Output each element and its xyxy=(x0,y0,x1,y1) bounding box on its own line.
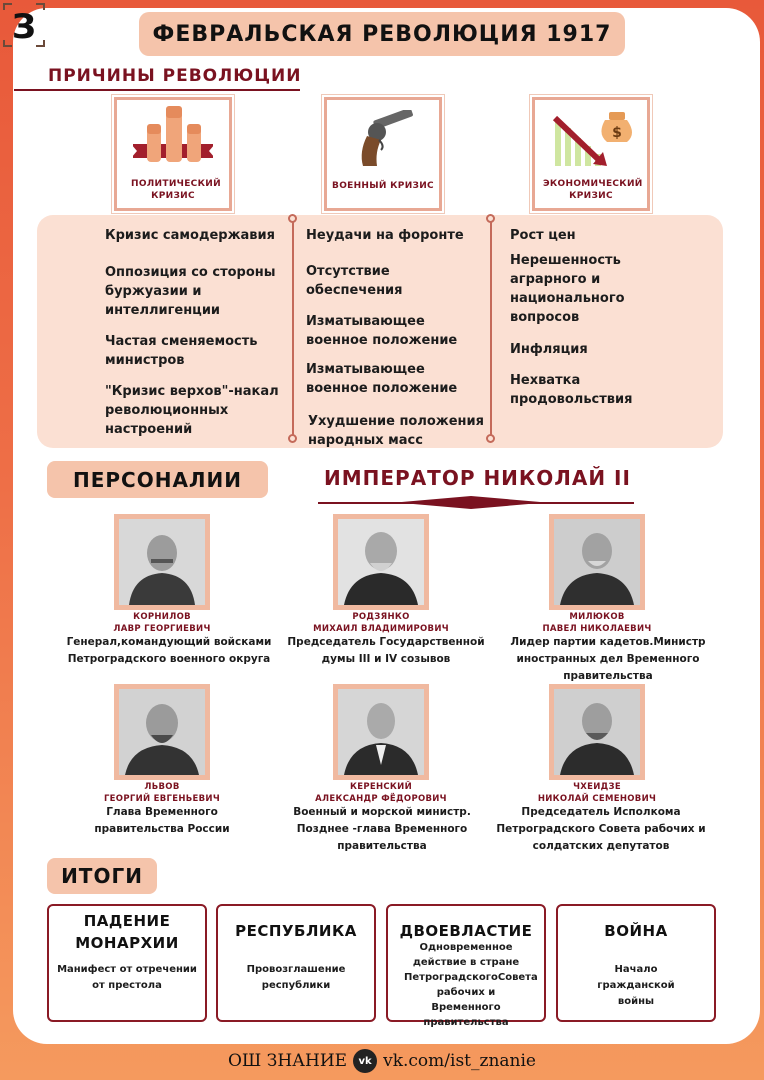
column-divider-1 xyxy=(292,220,294,438)
emperor-heading: ИМПЕРАТОР НИКОЛАЙ II xyxy=(324,466,631,490)
portrait-chkheidze xyxy=(549,684,645,780)
logo-letter: З xyxy=(11,7,37,47)
result-card-monarchy-fall xyxy=(47,904,207,1022)
crisis-card-political xyxy=(114,97,232,211)
crisis-label-military: ВОЕННЫЙ КРИЗИС xyxy=(332,181,434,191)
causes-heading: ПРИЧИНЫ РЕВОЛЮЦИИ xyxy=(48,66,302,86)
raised-fists-icon xyxy=(131,104,215,174)
result-description: Манифест от отречении от престола xyxy=(57,964,197,991)
portrait-rodzyanko xyxy=(333,514,429,610)
portrait-icon xyxy=(338,689,424,775)
portrait-icon xyxy=(119,519,205,605)
page-title: ФЕВРАЛЬСКАЯ РЕВОЛЮЦИЯ 1917 xyxy=(139,12,625,56)
footer-url[interactable]: vk.com/ist_znanie xyxy=(383,1051,536,1071)
person-description: Председатель Исполкома Петроградского Совета рабочих и солдатских депутатов xyxy=(496,806,706,852)
portrait-icon xyxy=(119,689,205,775)
person-surname: МИЛЮКОВ xyxy=(569,612,625,622)
cause-item: Нехватка продовольствия xyxy=(510,373,633,407)
portrait-icon xyxy=(554,519,640,605)
falling-chart-money-bag-icon xyxy=(553,106,633,172)
cause-item: Изматывающее военное положение xyxy=(306,362,458,396)
portrait-icon xyxy=(338,519,424,605)
cause-item: Ухудшение положения народных масс xyxy=(308,414,484,448)
cause-item: "Кризис верхов"-накал революционных настроений xyxy=(105,384,279,437)
result-description: Начало гражданской войны xyxy=(597,964,675,1007)
cause-item: Кризис самодержавия xyxy=(105,228,275,243)
revolver-icon xyxy=(355,110,417,170)
person-name: АЛЕКСАНДР ФЁДОРОВИЧ xyxy=(315,794,447,804)
cause-item: Отсутствие обеспечения xyxy=(306,264,403,298)
result-description: Провозглашение республики xyxy=(246,964,346,991)
portrait-icon xyxy=(554,689,640,775)
crisis-label-economic: ЭКОНОМИЧЕСКИЙ КРИЗИС xyxy=(543,179,643,201)
causes-column-economic xyxy=(510,226,695,421)
causes-heading-rule xyxy=(14,89,300,91)
portrait-lvov xyxy=(114,684,210,780)
person-surname: КЕРЕНСКИЙ xyxy=(349,782,413,792)
logo xyxy=(2,2,46,48)
person-name: ГЕОРГИЙ ЕВГЕНЬЕВИЧ xyxy=(103,794,221,804)
svg-text:$: $ xyxy=(612,125,622,141)
result-title: ПАДЕНИЕ МОНАРХИИ xyxy=(75,912,179,952)
person-surname: РОДЗЯНКО xyxy=(352,612,410,622)
divider-dot xyxy=(288,434,297,443)
crisis-card-economic xyxy=(532,97,650,211)
crisis-card-military xyxy=(324,97,442,211)
ornament-icon xyxy=(396,496,546,509)
cause-item: Оппозиция со стороны буржуазии и интеллигенции xyxy=(105,265,276,318)
portrait-kerensky xyxy=(333,684,429,780)
person-name: МИХАИЛ ВЛАДИМИРОВИЧ xyxy=(313,624,449,634)
crisis-label-political: ПОЛИТИЧЕСКИЙ КРИЗИС xyxy=(131,179,221,201)
cause-item: Рост цен xyxy=(510,228,576,243)
portrait-kornilov xyxy=(114,514,210,610)
person-surname: ЧХЕИДЗЕ xyxy=(573,782,621,792)
causes-column-military xyxy=(306,226,484,462)
footer-brand: ОШ ЗНАНИЕ xyxy=(228,1051,348,1071)
result-title: ДВОЕВЛАСТИЕ xyxy=(399,922,533,940)
cause-item: Изматывающее военное положение xyxy=(306,314,458,348)
result-card-war xyxy=(556,904,716,1022)
result-title: ВОЙНА xyxy=(604,922,668,940)
result-card-dual-power xyxy=(386,904,546,1028)
cause-item: Инфляция xyxy=(510,342,588,357)
person-name: ПАВЕЛ НИКОЛАЕВИЧ xyxy=(542,624,652,634)
person-description: Генерал,командующий войсками Петроградского военного округа xyxy=(66,636,272,665)
person-surname: КОРНИЛОВ xyxy=(133,612,191,622)
results-heading: ИТОГИ xyxy=(47,858,157,894)
causes-column-political xyxy=(105,226,280,451)
result-card-republic xyxy=(216,904,376,1022)
divider-dot xyxy=(486,214,495,223)
column-divider-2 xyxy=(490,220,492,438)
portrait-milyukov xyxy=(549,514,645,610)
divider-dot xyxy=(288,214,297,223)
person-description: Лидер партии кадетов.Министр иностранных дел Временного правительства xyxy=(510,636,706,682)
person-description: Военный и морской министр. Позднее -глава Временного правительства xyxy=(293,806,471,852)
cause-item: Частая сменяемость министров xyxy=(105,334,258,368)
person-description: Председатель Государственной думы III и IV созывов xyxy=(287,636,485,665)
person-surname: ЛЬВОВ xyxy=(144,782,180,792)
divider-dot xyxy=(486,434,495,443)
cause-item: Неудачи на форонте xyxy=(306,228,464,243)
person-name: НИКОЛАЙ СЕМЕНОВИЧ xyxy=(537,794,657,804)
cause-item: Нерешенность аграрного и национального вопросов xyxy=(510,253,625,325)
vk-icon[interactable]: vk xyxy=(353,1049,377,1073)
person-name: ЛАВР ГЕОРГИЕВИЧ xyxy=(113,624,211,634)
result-title: РЕСПУБЛИКА xyxy=(235,922,357,940)
personalities-heading: ПЕРСОНАЛИИ xyxy=(47,461,268,498)
footer xyxy=(0,1046,764,1076)
result-description: Одновременное действие в стране ПетроградскогоСовета рабочих и Временного правительства xyxy=(404,942,538,1028)
person-description: Глава Временного правительства России xyxy=(94,806,230,835)
